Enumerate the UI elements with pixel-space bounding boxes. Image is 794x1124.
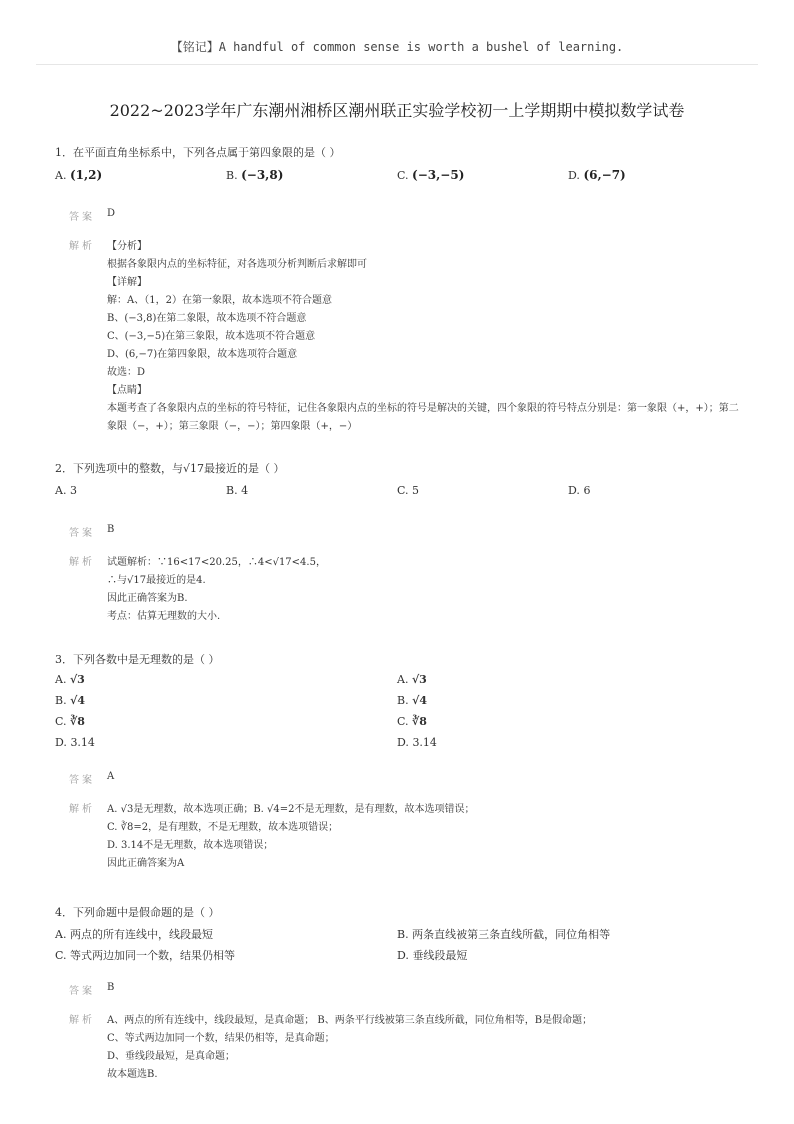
analysis-block <box>55 238 755 436</box>
option-text: 3.14 <box>412 736 437 749</box>
analysis-line: 解：A、（1，2）在第一象限，故本选项不符合题意 <box>107 295 332 306</box>
option-text: 3.14 <box>70 736 95 749</box>
option-text: 5 <box>412 484 420 497</box>
option-key: D. <box>568 169 580 182</box>
answer-label: 答案 <box>69 986 95 997</box>
question-4 <box>55 904 755 1084</box>
option-text: √3 <box>411 673 427 686</box>
option-key: D. <box>397 736 409 749</box>
option-key: B. <box>226 169 238 182</box>
analysis-line: 考点：估算无理数的大小. <box>107 611 221 622</box>
answer-row <box>55 771 755 785</box>
analysis-block <box>55 801 755 873</box>
answer-row <box>55 982 755 996</box>
option-text: ∛8 <box>412 715 427 728</box>
analysis-line: ∴与√17最接近的是4. <box>107 575 206 586</box>
answer-label: 答案 <box>69 528 95 539</box>
option-key: C. <box>397 169 409 182</box>
option-text: (6,−7) <box>583 168 626 182</box>
header-divider <box>36 64 758 65</box>
options-row <box>55 484 755 500</box>
answer-value: A <box>107 771 115 782</box>
question-2 <box>55 460 755 626</box>
option-key: C. <box>397 484 409 497</box>
option-b <box>226 484 248 497</box>
option-text: 等式两边加同一个数，结果仍相等 <box>70 949 236 962</box>
analysis-line: C、(−3,−5)在第三象限，故本选项不符合题意 <box>107 331 316 342</box>
option-a <box>55 673 85 686</box>
option-text: (1,2) <box>69 168 103 182</box>
answer-row <box>55 524 755 538</box>
option-d <box>55 736 95 749</box>
option-key: B. <box>55 694 67 707</box>
option-d-right <box>397 736 437 749</box>
option-key: A. <box>55 928 67 941</box>
option-key: A. <box>55 169 67 182</box>
question-stem: 2．下列选项中的整数，与√17最接近的是（ ） <box>55 462 285 475</box>
option-b <box>55 694 85 707</box>
analysis-line: D、垂线段最短，是真命题； <box>107 1051 236 1062</box>
option-c <box>55 715 85 728</box>
question-1 <box>55 144 755 436</box>
analysis-line: C. ∛8=2，是有理数，不是无理数，故本选项错误； <box>107 822 339 833</box>
option-d <box>568 168 626 182</box>
answer-value: D <box>107 208 116 219</box>
option-text: ∛8 <box>70 715 85 728</box>
option-b <box>226 168 283 182</box>
option-d <box>397 947 467 963</box>
option-key: B. <box>226 484 238 497</box>
question-stem: 3．下列各数中是无理数的是（ ） <box>55 653 220 666</box>
analysis-block <box>55 554 755 626</box>
page-title: 2022~2023学年广东潮州湘桥区潮州联正实验学校初一上学期期中模拟数学试卷 <box>109 101 685 120</box>
analysis-line: 因此正确答案为B. <box>107 593 188 604</box>
analysis-line: A、两点的所有连线中，线段最短，是真命题； B、两条平行线被第三条直线所截，同位角相等，B是假命题； <box>107 1015 593 1026</box>
option-key: C. <box>55 715 67 728</box>
option-text: 两点的所有连线中，线段最短 <box>69 928 213 941</box>
option-text: 垂线段最短 <box>412 949 468 962</box>
analysis-line: D. 3.14不是无理数，故本选项错误； <box>107 840 274 851</box>
analysis-label: 解析 <box>69 804 95 815</box>
answer-row <box>55 208 755 222</box>
question-stem: 1．在平面直角坐标系中，下列各点属于第四象限的是（ ） <box>55 146 341 159</box>
analysis-line: B、(−3,8)在第二象限，故本选项不符合题意 <box>107 313 307 324</box>
analysis-line: 【详解】 <box>107 277 147 288</box>
analysis-line: 因此正确答案为A <box>107 858 185 869</box>
analysis-label: 解析 <box>69 557 95 568</box>
analysis-line: 故本题选B. <box>107 1069 158 1080</box>
analysis-line: D、(6,−7)在第四象限，故本选项符合题意 <box>107 349 298 360</box>
analysis-line: C、等式两边加同一个数，结果仍相等，是真命题； <box>107 1033 335 1044</box>
option-text: √3 <box>69 673 85 686</box>
option-key: A. <box>55 673 67 686</box>
option-key: B. <box>397 928 409 941</box>
option-c-right <box>397 715 427 728</box>
option-key: C. <box>397 715 409 728</box>
option-key: A. <box>55 484 67 497</box>
option-key: D. <box>397 949 409 962</box>
analysis-line: 【点睛】 <box>107 385 147 396</box>
option-text: (−3,8) <box>241 168 284 182</box>
option-key: B. <box>397 694 409 707</box>
analysis-label: 解析 <box>69 241 95 252</box>
option-c <box>55 947 235 963</box>
option-text: 3 <box>69 484 77 497</box>
analysis-line: 根据各象限内点的坐标特征，对各选项分析判断后求解即可 <box>107 259 367 270</box>
option-a <box>55 168 102 182</box>
analysis-label: 解析 <box>69 1015 95 1026</box>
answer-label: 答案 <box>69 775 95 786</box>
option-text: 4 <box>241 484 249 497</box>
option-text: 两条直线被第三条直线所截，同位角相等 <box>412 928 611 941</box>
options-grid <box>55 926 755 968</box>
option-text: 6 <box>583 484 591 497</box>
option-key: C. <box>55 949 67 962</box>
option-a <box>55 926 213 942</box>
analysis-line: 试题解析：∵16<17<20.25，∴4<√17<4.5， <box>107 557 326 568</box>
option-key: D. <box>55 736 67 749</box>
option-a <box>55 484 77 497</box>
analysis-line: 故选：D <box>107 367 146 378</box>
analysis-line: 本题考查了各象限内点的坐标的符号特征，记住各象限内点的坐标的符号是解决的关键，四个象限的符号特点分别是：第一象限（+，+）；第二象限（−，+）；第三象限（−，−）；第四象限（+，−） <box>107 403 739 432</box>
option-text: √4 <box>412 694 427 707</box>
analysis-line: A. √3是无理数，故本选项正确；B. √4=2不是无理数，是有理数，故本选项错误； <box>107 804 475 815</box>
header-motto: 【铭记】A handful of common sense is worth a bushel of learning. <box>170 40 624 54</box>
analysis-block <box>55 1012 755 1084</box>
option-d <box>568 484 590 497</box>
answer-value: B <box>107 982 115 993</box>
question-stem: 4．下列命题中是假命题的是（ ） <box>55 906 220 919</box>
option-b <box>397 926 610 942</box>
option-text: √4 <box>70 694 85 707</box>
option-c <box>397 168 464 182</box>
option-key: A. <box>397 673 409 686</box>
analysis-line: 【分析】 <box>107 241 147 252</box>
answer-label: 答案 <box>69 212 95 223</box>
option-c <box>397 484 419 497</box>
answer-value: B <box>107 524 115 535</box>
option-b-right <box>397 694 427 707</box>
options-row <box>55 168 755 184</box>
option-a-right <box>397 673 427 686</box>
question-3 <box>55 651 755 873</box>
option-key: D. <box>568 484 580 497</box>
option-text: (−3,−5) <box>412 168 465 182</box>
options-grid <box>55 673 755 757</box>
